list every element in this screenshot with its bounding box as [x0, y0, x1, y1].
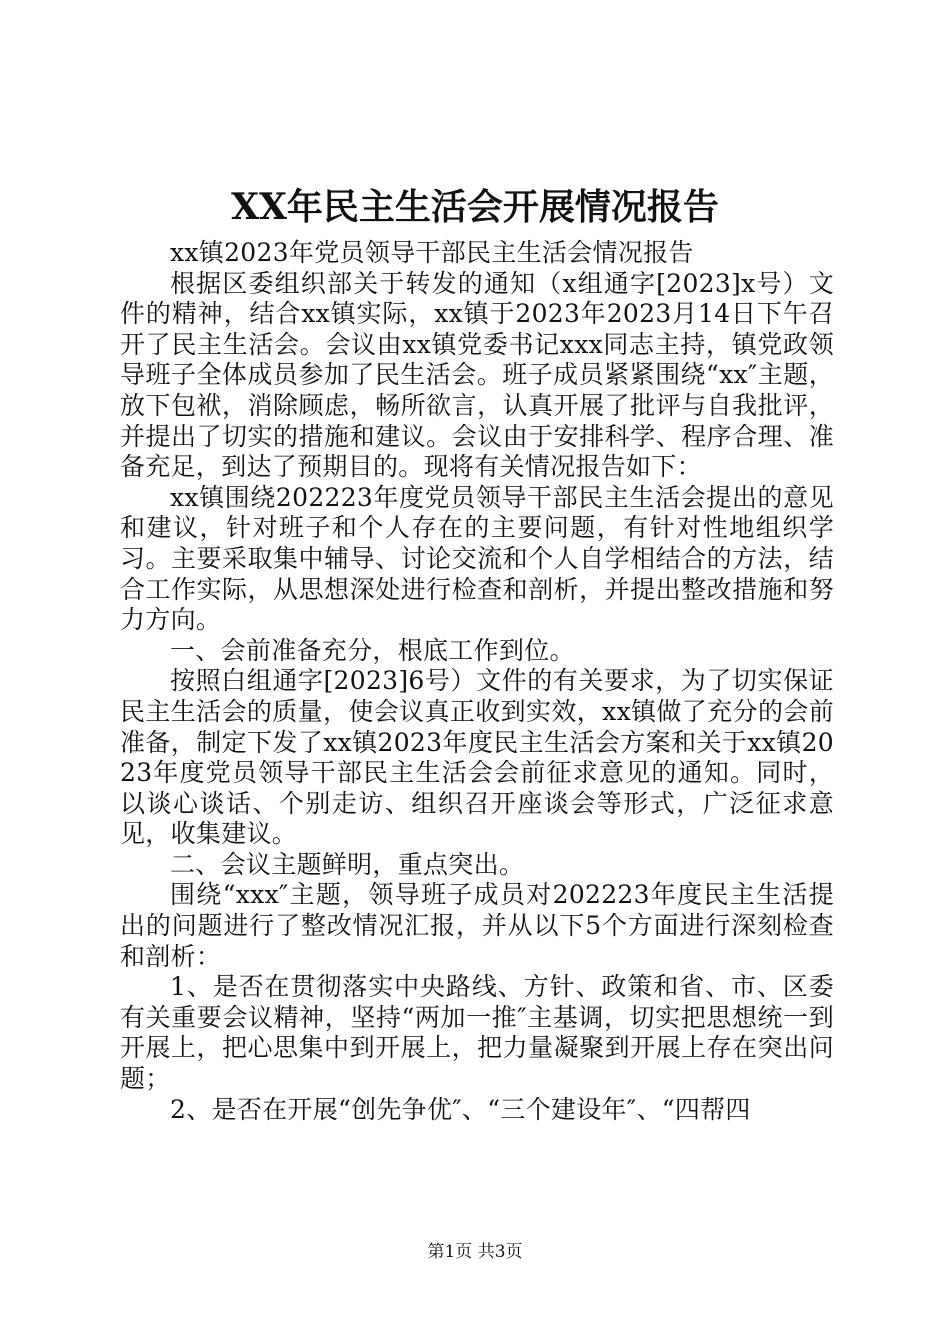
paragraph: 根据区委组织部关于转发的通知（x组通字[2023]x号）文件的精神，结合xx镇实际，xx镇于2023年2023月14日下午召开了民主生活会。会议由xx镇党委书记xxx同志主持，镇党政领导班子全体成员参加了民生活会。班子成员紧紧围绕“xx″主题，放下包袱，消除顾虑，畅所欲言，认真开展了批评与自我批评，并提出了切实的措施和建议。会议由于安排科学、程序合理、准备充足，到达了预期目的。现将有关情况报告如下： [120, 268, 834, 482]
list-item: 1、是否在贯彻落实中央路线、方针、政策和省、市、区委有关重要会议精神，坚持“两加一推″主基调，切实把思想统一到开展上，把心思集中到开展上，把力量凝聚到开展上存在突出问题； [120, 972, 834, 1094]
section-heading: 一、会前准备充分，根底工作到位。 [170, 635, 575, 665]
paragraph-subtitle: xx镇2023年党员领导干部民主生活会情况报告 [170, 238, 694, 267]
list-item: 2、是否在开展“创先争优″、“三个建设年″、“四帮四 [170, 1094, 751, 1124]
paragraph: 围绕“xxx″主题，领导班子成员对202223年度民主生活提出的问题进行了整改情况汇报，并从以下5个方面进行深刻检查和剖析： [120, 880, 834, 971]
paragraph: xx镇围绕202223年度党员领导干部民主生活会提出的意见和建议，针对班子和个人存在的主要问题，有针对性地组织学习。主要采取集中辅导、讨论交流和个人自学相结合的方法，结合工作实际，从思想深处进行检查和剖析，并提出整改措施和努力方向。 [120, 482, 834, 635]
page-footer: 第1页 共3页 [427, 1242, 523, 1262]
document-body [120, 238, 834, 1125]
paragraph: 按照白组通字[2023]6号）文件的有关要求，为了切实保证民主生活会的质量，使会议真正收到实效，xx镇做了充分的会前准备，制定下发了xx镇2023年度民主生活会方案和关于xx镇2023年度党员领导干部民主生活会会前征求意见的通知。同时，以谈心谈话、个别走访、组织召开座谈会等形式，广泛征求意见，收集建议。 [120, 666, 834, 849]
section-heading: 二、会议主题鲜明，重点突出。 [170, 849, 525, 879]
document-title: XX年民主生活会开展情况报告 [231, 186, 719, 228]
